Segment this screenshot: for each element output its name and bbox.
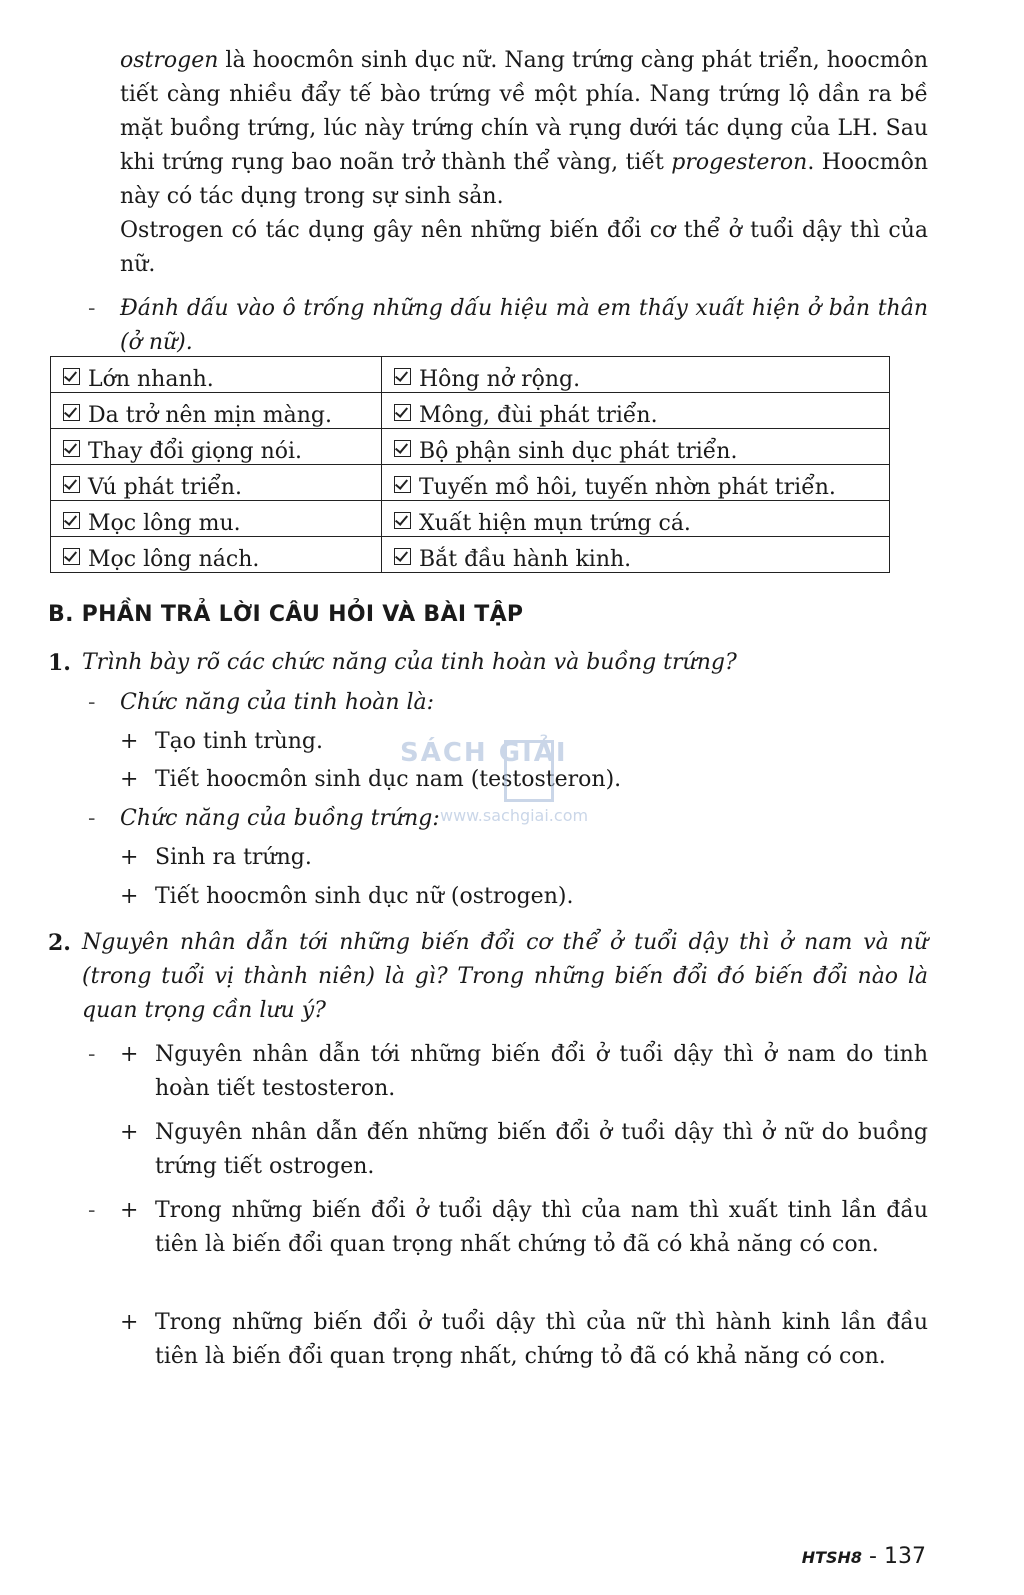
checked-box-icon (394, 440, 411, 457)
checklist-cell (51, 393, 382, 429)
plus-bullet: + (120, 729, 139, 754)
checklist-label: Hông nở rộng. (419, 367, 581, 392)
answer-dash: - (88, 1198, 96, 1223)
checked-box-icon (394, 404, 411, 421)
checked-box-icon (394, 368, 411, 385)
checklist-label: Mọc lông mu. (88, 511, 241, 536)
question-2-number: 2. (48, 930, 71, 956)
plus-bullet: + (120, 1120, 139, 1145)
page-footer (802, 1544, 926, 1569)
ovary-dash: - (88, 806, 96, 831)
testis-function-2: Tiết hoocmôn sinh dục nam (testosteron). (155, 767, 622, 792)
plus-bullet: + (120, 1198, 139, 1223)
testis-heading: Chức năng của tinh hoàn là: (120, 690, 435, 715)
checklist-cell (382, 537, 890, 573)
checklist-cell (51, 429, 382, 465)
book-code: HTSH8 (801, 1548, 863, 1567)
answer-2-1: Nguyên nhân dẫn tới những biến đổi ở tuổi dậy thì ở nam do tinh hoàn tiết testosteron. (155, 1042, 928, 1101)
checklist-cell (51, 465, 382, 501)
intro-paragraph-2: Ostrogen có tác dụng gây nên những biến đổi cơ thể ở tuổi dậy thì của nữ. (120, 218, 928, 277)
checked-box-icon (63, 548, 80, 565)
checklist-label: Mọc lông nách. (88, 547, 260, 572)
footer-separator: - (862, 1544, 884, 1569)
checklist-label: Thay đổi giọng nói. (88, 439, 303, 464)
answer-2-3: Trong những biến đổi ở tuổi dậy thì của nam thì xuất tinh lần đầu tiên là biến đổi quan trọng nhất chứng tỏ đã có khả năng có con. (155, 1198, 928, 1257)
checklist-label: Lớn nhanh. (88, 367, 214, 392)
ovary-function-2: Tiết hoocmôn sinh dục nữ (ostrogen). (155, 884, 574, 909)
checked-box-icon (63, 368, 80, 385)
checklist-cell (382, 501, 890, 537)
plus-bullet: + (120, 884, 139, 909)
checked-box-icon (63, 512, 80, 529)
ovary-function-1: Sinh ra trứng. (155, 845, 312, 870)
plus-bullet: + (120, 767, 139, 792)
plus-bullet: + (120, 1042, 139, 1067)
term-ostrogen: ostrogen (120, 48, 219, 73)
checklist-cell (382, 465, 890, 501)
ovary-heading: Chức năng của buồng trứng: (120, 806, 440, 831)
checked-box-icon (394, 548, 411, 565)
checklist-label: Tuyến mồ hôi, tuyến nhờn phát triển. (419, 475, 836, 500)
term-progesteron: progesteron (671, 150, 808, 175)
checklist-label: Xuất hiện mụn trứng cá. (419, 511, 691, 536)
checklist-label: Bộ phận sinh dục phát triển. (419, 439, 738, 464)
intro-paragraph-1 (120, 44, 928, 214)
answer-2-4: Trong những biến đổi ở tuổi dậy thì của nữ thì hành kinh lần đầu tiên là biến đổi quan trọng nhất, chứng tỏ đã có khả năng có con. (155, 1310, 928, 1369)
checked-box-icon (63, 440, 80, 457)
checklist-cell (51, 357, 382, 393)
intro-text-a: là hoocmôn sinh dục nữ. Nang trứng càng phát triển, hoocmôn tiết càng nhiều đẩy tế bào trứng về một phía. Nang trứng lộ dần ra bề mặt buồng trứng, lúc này trứng chín và rụng dưới tác dụng của LH. Sau khi trứng rụng bao noãn trở thành thể vàng, tiết (120, 48, 928, 175)
section-b-heading: B. PHẦN TRẢ LỜI CÂU HỎI VÀ BÀI TẬP (48, 602, 524, 627)
checklist-row (51, 537, 890, 573)
checklist-label: Da trở nên mịn màng. (88, 403, 332, 428)
checklist-row (51, 393, 890, 429)
checklist-cell (382, 357, 890, 393)
checklist-label: Vú phát triển. (88, 475, 242, 500)
testis-dash: - (88, 690, 96, 715)
answer-dash: - (88, 1042, 96, 1067)
checklist-label: Bắt đầu hành kinh. (419, 547, 632, 572)
watermark (400, 738, 600, 828)
page-number: 137 (884, 1544, 926, 1569)
checked-box-icon (394, 512, 411, 529)
watermark-url: www.sachgiai.com (440, 806, 589, 825)
question-2-text: Nguyên nhân dẫn tới những biến đổi cơ thể ở tuổi dậy thì ở nam và nữ (trong tuổi vị thành niên) là gì? Trong những biến đổi đó biến đổi nào là quan trọng cần lưu ý? (82, 930, 928, 1023)
checked-box-icon (63, 476, 80, 493)
checklist-row (51, 429, 890, 465)
checklist-row (51, 465, 890, 501)
checklist-row (51, 501, 890, 537)
checklist-cell (51, 501, 382, 537)
puberty-signs-checklist (50, 356, 890, 573)
checklist-cell (382, 393, 890, 429)
checked-box-icon (394, 476, 411, 493)
checklist-cell (382, 429, 890, 465)
instruction-text: Đánh dấu vào ô trống những dấu hiệu mà em thấy xuất hiện ở bản thân (ở nữ). (120, 296, 928, 355)
answer-2-2: Nguyên nhân dẫn đến những biến đổi ở tuổi dậy thì ở nữ do buồng trứng tiết ostrogen. (155, 1120, 928, 1179)
question-1-text: Trình bày rõ các chức năng của tinh hoàn và buồng trứng? (82, 650, 737, 675)
checklist-cell (51, 537, 382, 573)
instruction-dash: - (88, 296, 96, 321)
plus-bullet: + (120, 1310, 139, 1335)
checked-box-icon (63, 404, 80, 421)
watermark-box-icon (504, 740, 554, 802)
plus-bullet: + (120, 845, 139, 870)
testis-function-1: Tạo tinh trùng. (155, 729, 324, 754)
intro-text-b: . Hoocmôn này có tác dụng trong sự sinh sản. (120, 150, 929, 209)
checklist-label: Mông, đùi phát triển. (419, 403, 658, 428)
watermark-logo: SÁCH GIẢI (400, 738, 568, 768)
checklist-row (51, 357, 890, 393)
question-1-number: 1. (48, 650, 71, 676)
